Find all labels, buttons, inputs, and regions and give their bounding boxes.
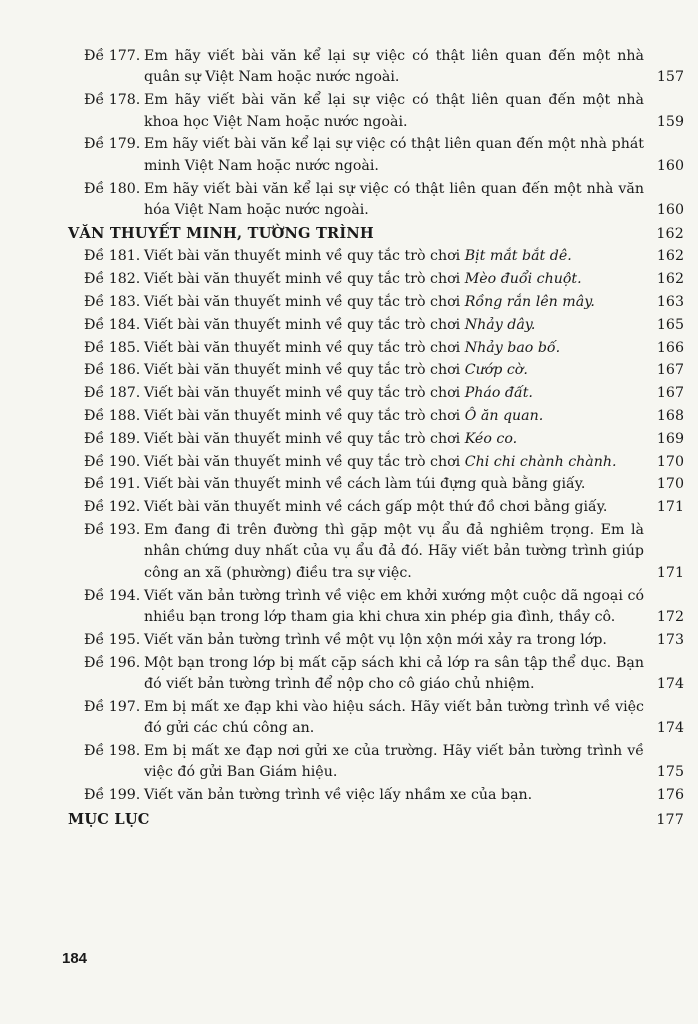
entry-title <box>84 179 684 222</box>
entry-title-game-name: Nhảy bao bố. <box>464 339 561 356</box>
entry-title <box>84 406 684 427</box>
entry-title-text: Em hãy viết bài văn kể lại sự việc có thật liên quan đến một nhà phát minh Việt Nam hoặc nước ngoài. <box>144 136 644 174</box>
entry-number: Đề 187. <box>84 385 141 402</box>
entry-title <box>84 741 684 784</box>
entry-title <box>84 697 684 740</box>
entry-number: Đề 177. <box>84 48 141 64</box>
entry-page: 172 <box>656 609 684 625</box>
entry-title-text: Viết bài văn thuyết minh về quy tắc trò chơi <box>144 385 465 402</box>
toc-entry <box>84 246 684 267</box>
toc-entry <box>84 520 684 584</box>
entry-title-text: Viết bài văn thuyết minh về quy tắc trò chơi <box>144 271 465 288</box>
entry-page: 174 <box>656 720 684 737</box>
toc-entry <box>84 360 684 381</box>
entry-page: 163 <box>656 294 684 311</box>
entry-title-game-name: Mèo đuổi chuột. <box>464 271 582 288</box>
entry-number: Đề 186. <box>84 362 141 379</box>
entry-title-game-name: Pháo đất. <box>464 385 533 402</box>
entry-number: Đề 191. <box>84 476 141 493</box>
section-title: VĂN THUYẾT MINH, TƯỜNG TRÌNH <box>68 225 374 243</box>
table-of-contents <box>68 46 684 832</box>
entry-title-text: Em hãy viết bài văn kể lại sự việc có thật liên quan đến một nhà văn hóa Việt Nam hoặc nước ngoài. <box>144 180 644 219</box>
entry-number: Đề 178. <box>84 92 141 109</box>
entry-title-text: Em bị mất xe đạp khi vào hiệu sách. Hãy viết bản tường trình về việc đó gửi các chú công an. <box>144 698 644 737</box>
section-heading-muc-luc <box>68 809 684 831</box>
toc-entry <box>84 179 684 222</box>
entry-title-text: Viết văn bản tường trình về việc lấy nhầm xe của bạn. <box>144 787 533 804</box>
entry-page: 171 <box>656 564 684 581</box>
entry-number: Đề 197. <box>84 698 141 715</box>
entry-number: Đề 181. <box>84 248 141 265</box>
entry-title <box>84 315 684 336</box>
entry-page: 159 <box>656 113 684 130</box>
entry-number: Đề 195. <box>84 631 141 648</box>
entry-title <box>84 497 684 518</box>
entry-page: 166 <box>656 339 684 356</box>
entry-number: Đề 192. <box>84 499 141 516</box>
entry-title-text: Em hãy viết bài văn kể lại sự việc có thật liên quan đến một nhà quân sự Việt Nam hoặc nước ngoài. <box>144 48 644 86</box>
section-page: 177 <box>656 811 684 828</box>
toc-entry <box>84 630 684 651</box>
toc-entry <box>84 586 684 629</box>
entry-number: Đề 188. <box>84 408 141 424</box>
entry-title <box>84 134 684 177</box>
entry-title-text: Em đang đi trên đường thì gặp một vụ ẩu đả nghiêm trọng. Em là nhân chứng duy nhất của vụ ẩu đả đó. Hãy viết bản tường trình giúp công an xã (phường) điều tra sự việc. <box>144 521 644 581</box>
toc-entry <box>84 134 684 177</box>
toc-entry <box>84 383 684 404</box>
toc-entry <box>84 741 684 784</box>
toc-entry <box>84 46 684 89</box>
section-page: 162 <box>656 226 684 243</box>
entry-page: 170 <box>656 453 684 470</box>
entry-title <box>84 653 684 696</box>
entry-title-game-name: Nhảy dây. <box>464 316 536 333</box>
entry-number: Đề 199. <box>84 787 141 804</box>
toc-entry <box>84 269 684 290</box>
entry-title-text: Em bị mất xe đạp nơi gửi xe của trường. Hãy viết bản tường trình về việc đó gửi Ban Giám hiệu. <box>144 743 644 781</box>
toc-entry <box>84 474 684 495</box>
entry-page: 165 <box>656 316 684 333</box>
entry-title <box>84 360 684 381</box>
entry-title <box>84 338 684 359</box>
entry-title <box>84 269 684 290</box>
entry-number: Đề 184. <box>84 316 141 333</box>
entry-number: Đề 180. <box>84 180 141 197</box>
toc-entry <box>84 338 684 359</box>
entry-title-text: Viết bài văn thuyết minh về cách gấp một thứ đồ chơi bằng giấy. <box>144 499 608 516</box>
toc-entry <box>84 452 684 473</box>
entry-page: 162 <box>656 248 684 265</box>
entry-page: 173 <box>656 631 684 648</box>
toc-entry <box>84 653 684 696</box>
entry-number: Đề 198. <box>84 743 141 759</box>
entry-title <box>84 46 684 89</box>
toc-entry <box>84 315 684 336</box>
toc-entry <box>84 90 684 133</box>
entry-title <box>84 520 684 584</box>
entry-title-text: Viết bài văn thuyết minh về quy tắc trò chơi <box>144 408 465 424</box>
entry-page: 157 <box>656 69 684 86</box>
toc-entry <box>84 697 684 740</box>
entry-page: 168 <box>656 408 684 424</box>
entry-title-game-name: Bịt mắt bắt dê. <box>464 248 572 265</box>
toc-entry <box>84 429 684 450</box>
entry-title-text: Em hãy viết bài văn kể lại sự việc có thật liên quan đến một nhà khoa học Việt Nam hoặc nước ngoài. <box>144 92 644 130</box>
entry-number: Đề 190. <box>84 453 141 470</box>
section-heading-thuyet-minh <box>68 223 684 245</box>
toc-list-main <box>84 246 684 806</box>
entry-title <box>84 246 684 267</box>
entry-title-text: Viết văn bản tường trình về việc em khởi xướng một cuộc dã ngoại có nhiều bạn trong lớp tham gia khi chưa xin phép gia đình, thầy cô. <box>144 587 644 625</box>
entry-page: 160 <box>656 202 684 219</box>
entry-title-text: Viết bài văn thuyết minh về quy tắc trò chơi <box>144 362 465 379</box>
entry-title <box>84 292 684 313</box>
entry-title-text: Viết bài văn thuyết minh về quy tắc trò chơi <box>144 316 465 333</box>
entry-page: 176 <box>656 787 684 804</box>
entry-page: 174 <box>656 676 684 692</box>
toc-list-top <box>84 46 684 221</box>
entry-number: Đề 185. <box>84 339 141 356</box>
toc-entry <box>84 785 684 806</box>
entry-title <box>84 452 684 473</box>
entry-number: Đề 183. <box>84 294 141 311</box>
entry-title-text: Một bạn trong lớp bị mất cặp sách khi cả lớp ra sân tập thể dục. Bạn đó viết bản tường trình để nộp cho cô giáo chủ nhiệm. <box>144 654 644 692</box>
toc-entry <box>84 497 684 518</box>
entry-title-game-name: Cướp cờ. <box>464 362 528 379</box>
entry-page: 162 <box>656 271 684 288</box>
entry-number: Đề 196. <box>84 654 141 671</box>
page-number: 184 <box>62 950 88 967</box>
entry-number: Đề 194. <box>84 587 141 604</box>
entry-page: 171 <box>656 499 684 516</box>
entry-page: 175 <box>656 764 684 781</box>
entry-number: Đề 189. <box>84 430 141 447</box>
entry-number: Đề 179. <box>84 136 141 153</box>
entry-title <box>84 630 684 651</box>
entry-title <box>84 429 684 450</box>
entry-page: 167 <box>656 385 684 402</box>
entry-title-text: Viết bài văn thuyết minh về quy tắc trò chơi <box>144 294 465 311</box>
entry-title <box>84 586 684 629</box>
entry-page: 169 <box>656 430 684 447</box>
entry-number: Đề 182. <box>84 271 141 288</box>
entry-title <box>84 90 684 133</box>
entry-page: 170 <box>656 476 684 493</box>
entry-title-text: Viết văn bản tường trình về một vụ lộn xộn mới xảy ra trong lớp. <box>144 631 607 648</box>
entry-title-text: Viết bài văn thuyết minh về quy tắc trò chơi <box>144 453 465 470</box>
entry-title <box>84 474 684 495</box>
toc-entry <box>84 406 684 427</box>
toc-entry <box>84 292 684 313</box>
entry-title-text: Viết bài văn thuyết minh về quy tắc trò chơi <box>144 339 465 356</box>
entry-page: 160 <box>656 157 684 174</box>
entry-title-game-name: Rồng rắn lên mây. <box>464 294 595 311</box>
entry-number: Đề 193. <box>84 521 141 538</box>
section-title: MỤC LỤC <box>68 810 150 828</box>
entry-title-text: Viết bài văn thuyết minh về cách làm túi đựng quà bằng giấy. <box>144 476 586 493</box>
entry-title-text: Viết bài văn thuyết minh về quy tắc trò chơi <box>144 430 465 447</box>
entry-title-game-name: Kéo co. <box>464 430 518 447</box>
entry-title <box>84 383 684 404</box>
entry-title <box>84 785 684 806</box>
entry-title-game-name: Ô ăn quan. <box>464 408 544 424</box>
entry-page: 167 <box>656 362 684 379</box>
entry-title-text: Viết bài văn thuyết minh về quy tắc trò chơi <box>144 248 465 265</box>
entry-title-game-name: Chi chi chành chành. <box>464 453 617 470</box>
